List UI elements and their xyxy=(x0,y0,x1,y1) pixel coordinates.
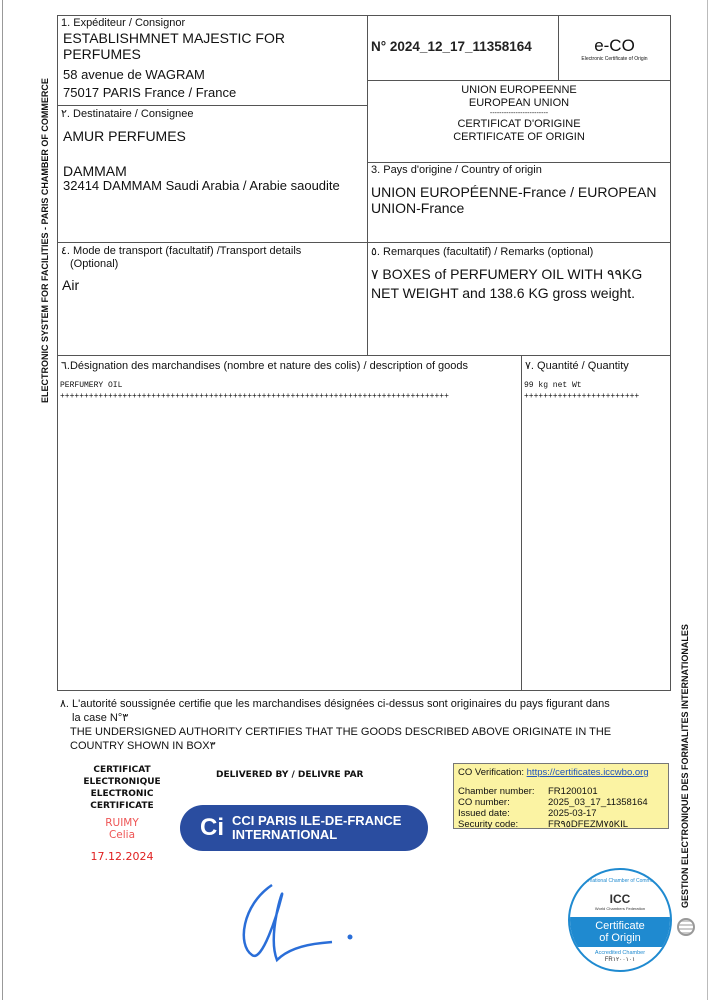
verif-row-value: 2025-03-17 xyxy=(548,808,597,819)
cert-fr: ٨. L'autorité soussignée certifie que les marchandises désignées ci-dessus sont originaires du pays figurant dans xyxy=(60,698,610,710)
icc-origin: of Origin xyxy=(599,932,641,944)
verif-row xyxy=(458,786,664,797)
transport-value: Air xyxy=(62,277,80,293)
cert-fr-2: la case N°٣ xyxy=(72,712,129,724)
side-text-right: GESTION ELECTRONIQUE DES FORMALITES INTERNATIONALES xyxy=(680,624,690,908)
cci-name: CCI PARIS ILE-DE-FRANCE xyxy=(232,813,402,828)
cci-sub: INTERNATIONAL xyxy=(232,827,338,842)
consignor-address-1: 58 avenue de WAGRAM xyxy=(63,67,205,82)
globe-icon xyxy=(677,918,695,936)
cci-icon: Ci xyxy=(200,814,224,841)
eco-subtitle: Electronic Certificate of Origin xyxy=(581,56,648,62)
verif-row-value: 2025_03_17_11358164 xyxy=(548,797,648,808)
remarks-label: ٥. Remarques (facultatif) / Remarks (optional) xyxy=(371,246,594,258)
cert-title-fr: CERTIFICAT D'ORIGINE xyxy=(457,118,581,130)
stamp-l4: CERTIFICATE xyxy=(90,801,154,811)
icc-top: International Chamber of Commerce xyxy=(579,878,661,884)
quantity-box xyxy=(521,355,671,691)
icc-seal xyxy=(568,868,672,972)
verif-row xyxy=(458,797,664,808)
transport-box xyxy=(57,242,368,356)
icc-code: FR١٢٠٠١٠١ xyxy=(604,957,636,963)
signer-firstname: Celia xyxy=(108,829,136,841)
verif-row-label: Issued date: xyxy=(458,808,510,819)
quantity-label: ٧. Quantité / Quantity xyxy=(525,360,629,372)
goods-label: ٦.Désignation des marchandises (nombre et nature des colis) / description of goods xyxy=(61,360,469,372)
consignee-name: AMUR PERFUMES xyxy=(63,128,186,144)
certificate-number-box xyxy=(367,15,559,81)
signature-icon xyxy=(232,875,362,970)
goods-box xyxy=(57,355,522,691)
remarks-value: ٧ BOXES of PERFUMERY OIL WITH ٩٩KG NET WEIGHT and 138.6 KG gross weight. xyxy=(371,266,643,301)
consignor-label: 1. Expéditeur / Consignor xyxy=(61,17,186,29)
qr-code-icon[interactable] xyxy=(455,870,557,972)
consignee-box xyxy=(57,105,368,243)
side-text-left: ELECTRONIC SYSTEM FOR FACILITIES - PARIS CHAMBER OF COMMERCE xyxy=(40,78,50,403)
verif-row xyxy=(458,808,664,819)
transport-label: ٤. Mode de transport (facultatif) /Transport details xyxy=(61,245,302,257)
delivered-by: DELIVERED BY / DELIVRE PAR xyxy=(216,770,364,780)
icc-sub: World Chambers Federation xyxy=(594,906,646,911)
icc-brand: ICC xyxy=(609,892,631,906)
icc-accredited: Accredited Chamber xyxy=(594,950,646,956)
stamp-l2: ELECTRONIQUE xyxy=(83,777,161,787)
eco-box xyxy=(558,15,671,81)
verif-row-label: Security code: xyxy=(458,819,519,830)
cert-title-en: CERTIFICATE OF ORIGIN xyxy=(453,131,585,143)
electronic-stamp xyxy=(72,764,172,863)
consignor-name: ESTABLISHMNET MAJESTIC FOR PERFUMES xyxy=(63,30,285,62)
consignee-address: 32414 DAMMAM Saudi Arabia / Arabie saoudite xyxy=(63,178,340,193)
union-en: EUROPEAN UNION xyxy=(468,97,570,109)
verif-row-value: FR1200101 xyxy=(548,786,598,797)
transport-optional: (Optional) xyxy=(70,258,119,270)
signer-surname: RUIMY xyxy=(105,817,139,829)
origin-value: UNION EUROPÉENNE-France / EUROPEAN UNION-France xyxy=(371,184,657,216)
union-box xyxy=(367,80,671,163)
cert-en: THE UNDERSIGNED AUTHORITY CERTIFIES THAT THE GOODS DESCRIBED ABOVE ORIGINATE IN THE COUNTRY SHOWN IN BOX٣ xyxy=(70,726,612,752)
verif-row xyxy=(458,819,664,830)
verif-label: CO Verification: xyxy=(458,767,524,778)
consignor-address-2: 75017 PARIS France / France xyxy=(63,85,237,100)
origin-label: 3. Pays d'origine / Country of origin xyxy=(371,164,542,176)
consignee-label: ٢. Destinataire / Consignee xyxy=(61,108,194,120)
verif-link[interactable]: https://certificates.iccwbo.org xyxy=(526,767,649,778)
stamp-l1: CERTIFICAT xyxy=(93,765,151,775)
certification-text xyxy=(60,697,660,753)
goods-value: PERFUMERY OIL xyxy=(60,381,123,390)
quantity-stars: ++++++++++++++++++++++++ xyxy=(524,392,640,401)
icc-cert: Certificate xyxy=(595,920,645,932)
verif-row-label: Chamber number: xyxy=(458,786,535,797)
separator: ------------------------- xyxy=(489,110,549,117)
consignee-city: DAMMAM xyxy=(63,163,127,179)
verif-row-value: FR٩٥DFEZM٧٥KIL xyxy=(548,819,629,830)
stamp-l3: ELECTRONIC xyxy=(90,789,154,799)
remarks-box xyxy=(367,242,671,356)
stamp-date: 17.12.2024 xyxy=(90,850,154,863)
union-fr: UNION EUROPEENNE xyxy=(461,84,577,96)
eco-title: e-CO xyxy=(594,36,635,55)
certificate-number: N° 2024_12_17_11358164 xyxy=(371,39,532,54)
goods-stars: +++++++++++++++++++++++++++++++++++++++++++++++++++++++++++++++++++++++++++++++++ xyxy=(60,392,449,401)
cci-logo xyxy=(180,805,428,851)
origin-box xyxy=(367,162,671,243)
verif-row-label: CO number: xyxy=(458,797,510,808)
consignor-box xyxy=(57,15,368,106)
quantity-value: 99 kg net Wt xyxy=(524,381,582,390)
verification-box xyxy=(453,763,669,829)
